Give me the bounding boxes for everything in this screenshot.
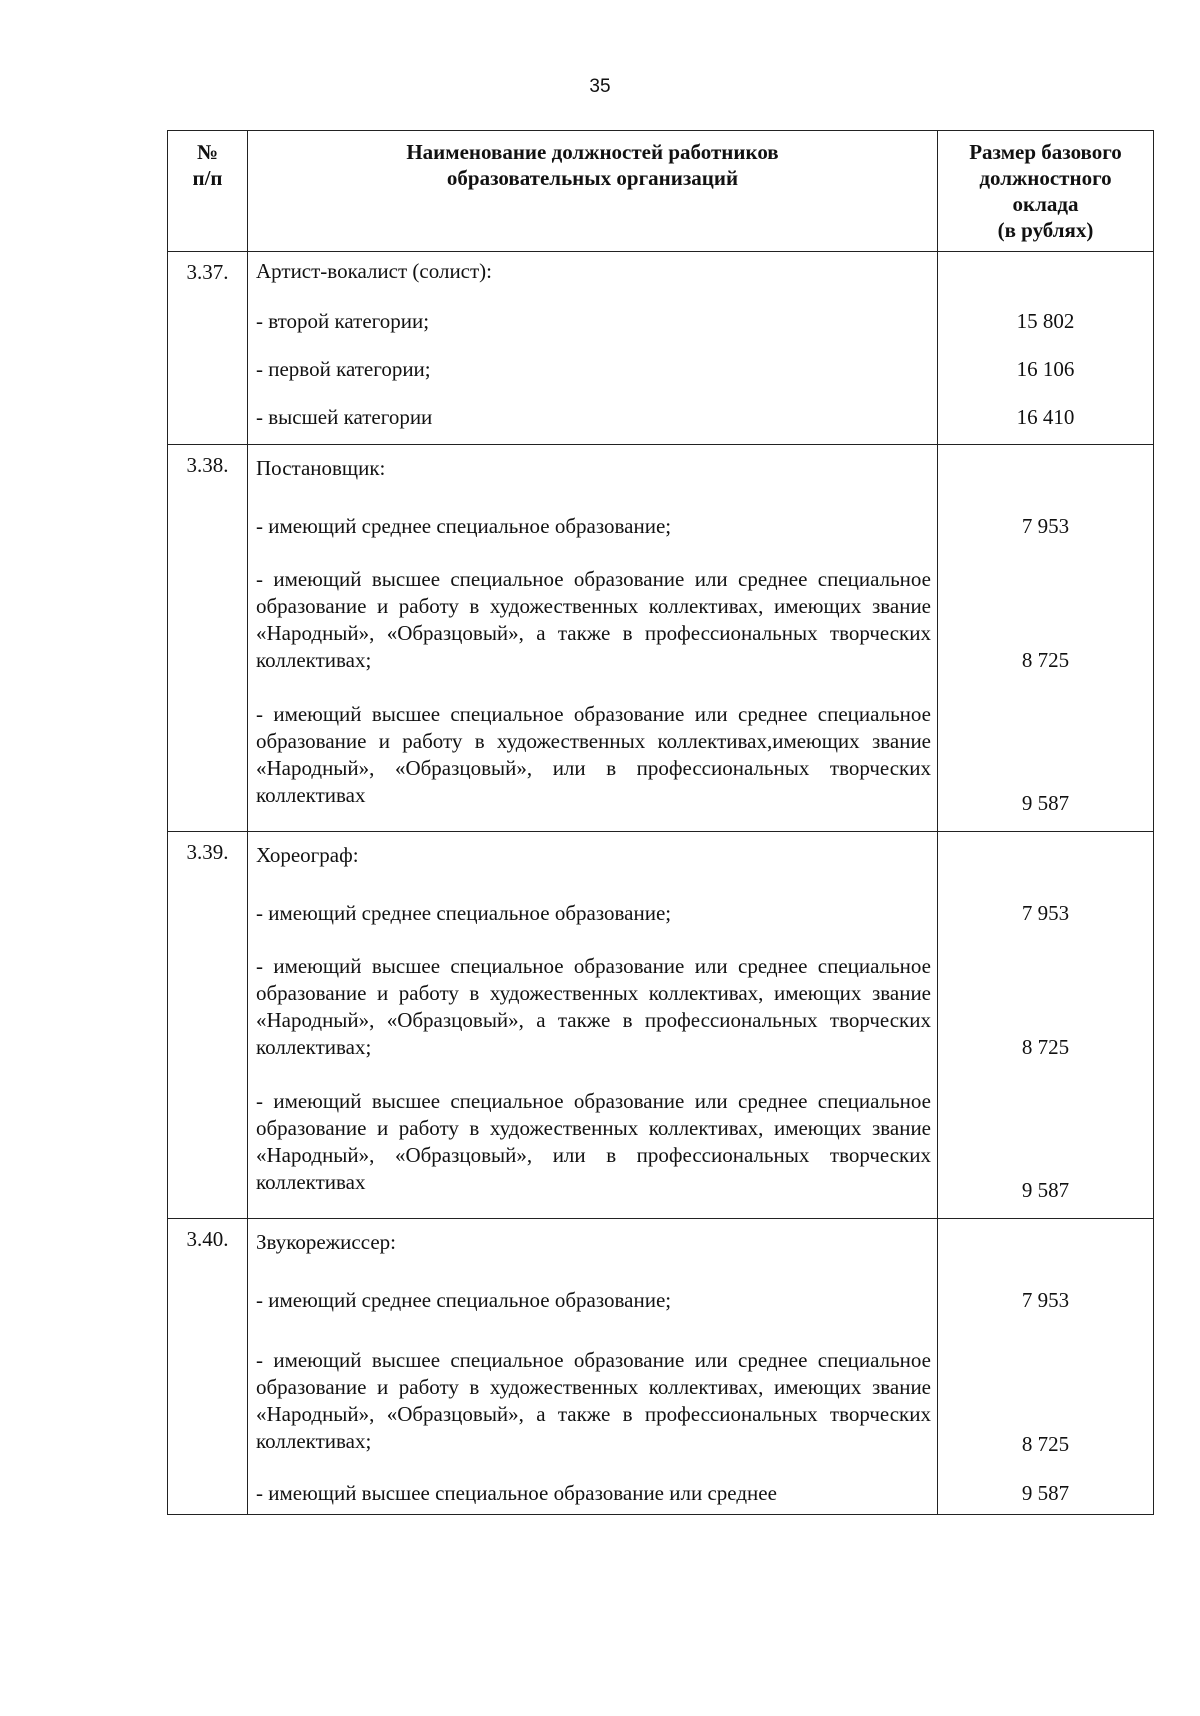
position-title: Постановщик: [256, 456, 386, 480]
row-number: 3.40. [168, 1219, 248, 1515]
salary-value: 9 587 [1021, 1481, 1070, 1505]
position-title: Хореограф: [256, 843, 359, 867]
salary-cell [938, 445, 1154, 832]
header-salary: Размер базового должностного оклада (в рублях) [938, 131, 1154, 252]
salary-value: 9 587 [1021, 791, 1070, 815]
position-item: - имеющий высшее специальное образование или среднее специальное образование и работу в художественных коллективах, имеющих звание «Народный», «Образцовый», а также в профессиональных творческих коллективах; [256, 954, 931, 1059]
position-item: - имеющий высшее специальное образование или среднее специальное образование и работу в художественных коллективах, имеющих звание «Народный», «Образцовый», а также в профессиональных творческих коллективах; [256, 567, 931, 672]
header-position-name: Наименование должностей работников образовательных организаций [248, 131, 938, 252]
salary-value: 16 106 [1016, 357, 1075, 381]
position-item: - имеющий высшее специальное образование или среднее специальное образование и работу в художественных коллективах, имеющих звание «Народный», «Образцовый», или в профессиональных творческих коллективах [256, 1089, 931, 1194]
salary-cell [938, 252, 1154, 445]
salary-value: 8 725 [1021, 648, 1070, 672]
header-number: № п/п [168, 131, 248, 252]
salary-value: 15 802 [1016, 309, 1075, 333]
position-title: Звукорежиссер: [256, 1230, 396, 1254]
position-item: - имеющий высшее специальное образование или среднее [256, 1481, 777, 1505]
position-cell [248, 445, 938, 832]
row-number: 3.37. [168, 252, 248, 445]
position-title: Артист-вокалист (солист): [256, 259, 493, 283]
position-item: - второй категории; [256, 309, 430, 333]
row-number: 3.39. [168, 832, 248, 1219]
salary-table [167, 130, 1154, 1515]
salary-cell [938, 1219, 1154, 1515]
salary-value: 8 725 [1021, 1432, 1070, 1456]
position-cell [248, 252, 938, 445]
salary-value: 9 587 [1021, 1178, 1070, 1202]
position-cell [248, 1219, 938, 1515]
salary-value: 7 953 [1021, 514, 1070, 538]
salary-value: 7 953 [1021, 1288, 1070, 1312]
table-row [168, 252, 1154, 445]
page-number: 35 [589, 76, 611, 97]
salary-value: 8 725 [1021, 1035, 1070, 1059]
position-item: - первой категории; [256, 357, 431, 381]
position-item: - имеющий высшее специальное образование или среднее специальное образование и работу в художественных коллективах, имеющих звание «Народный», «Образцовый», а также в профессиональных творческих коллективах; [256, 1348, 931, 1453]
position-cell [248, 832, 938, 1219]
position-item: - имеющий среднее специальное образование; [256, 1288, 672, 1312]
position-item: - имеющий среднее специальное образование; [256, 901, 672, 925]
table-header-row [168, 131, 1154, 252]
salary-value: 16 410 [1016, 405, 1075, 429]
position-item: - имеющий среднее специальное образование; [256, 514, 672, 538]
row-number: 3.38. [168, 445, 248, 832]
table-row [168, 832, 1154, 1219]
table-row [168, 1219, 1154, 1515]
table-row [168, 445, 1154, 832]
position-item: - имеющий высшее специальное образование или среднее специальное образование и работу в художественных коллективах,имеющих звание «Народный», «Образцовый», или в профессиональных творческих коллективах [256, 702, 931, 807]
salary-cell [938, 832, 1154, 1219]
position-item: - высшей категории [256, 405, 433, 429]
salary-value: 7 953 [1021, 901, 1070, 925]
